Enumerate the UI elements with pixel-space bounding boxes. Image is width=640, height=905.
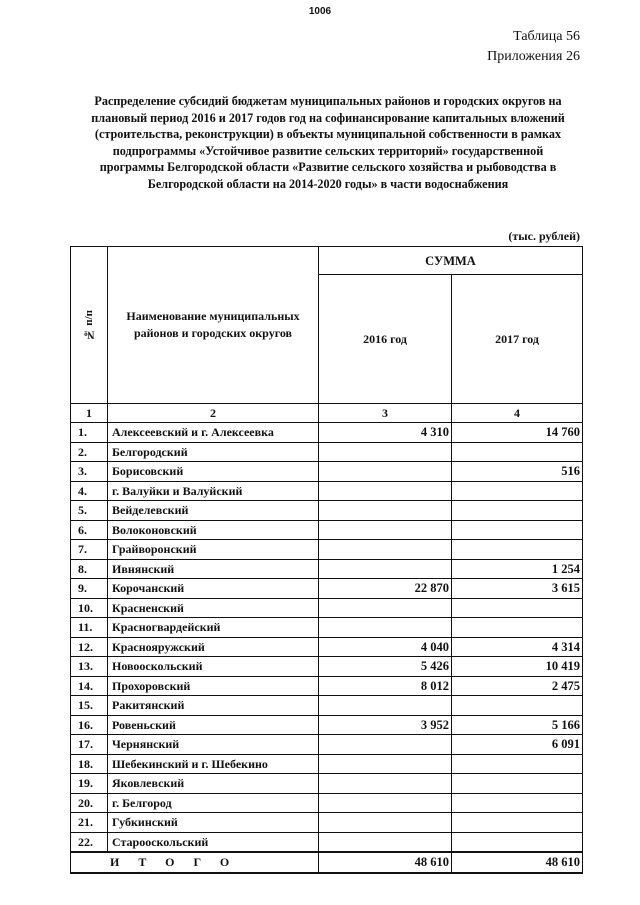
value-2017: 14 760 xyxy=(452,423,583,443)
total-2016: 48 610 xyxy=(319,852,452,873)
district-name: Ивнянский xyxy=(108,559,319,579)
row-number: 21. xyxy=(71,813,108,833)
header-year-2017: 2017 год xyxy=(452,275,583,404)
value-2017: 6 091 xyxy=(452,735,583,755)
table-row xyxy=(71,735,583,755)
district-name: Шебекинский и г. Шебекино xyxy=(108,754,319,774)
table-row xyxy=(71,598,583,618)
table-row xyxy=(71,540,583,560)
table-row xyxy=(71,520,583,540)
column-numbers-row xyxy=(71,404,583,423)
caption-appendix: Приложения 26 xyxy=(487,49,580,64)
value-2016 xyxy=(319,832,452,852)
district-name: Волоконовский xyxy=(108,520,319,540)
total-row xyxy=(71,852,583,873)
value-2017: 4 314 xyxy=(452,637,583,657)
district-name: Краснояружский xyxy=(108,637,319,657)
row-number: 10. xyxy=(71,598,108,618)
header-name-cell xyxy=(108,247,319,404)
value-2016 xyxy=(319,754,452,774)
district-name: Чернянский xyxy=(108,735,319,755)
value-2016 xyxy=(319,520,452,540)
value-2016 xyxy=(319,735,452,755)
district-name: Яковлевский xyxy=(108,774,319,794)
row-number: 19. xyxy=(71,774,108,794)
table-row xyxy=(71,696,583,716)
district-name: Новооскольский xyxy=(108,657,319,677)
row-number: 7. xyxy=(71,540,108,560)
district-name: г. Белгород xyxy=(108,793,319,813)
value-2017 xyxy=(452,696,583,716)
column-number: 4 xyxy=(452,404,583,423)
row-number: 15. xyxy=(71,696,108,716)
caption-table-number: Таблица 56 xyxy=(513,29,580,44)
value-2016 xyxy=(319,774,452,794)
total-2017: 48 610 xyxy=(452,852,583,873)
value-2016 xyxy=(319,501,452,521)
district-name: Борисовский xyxy=(108,462,319,482)
district-name: г. Валуйки и Валуйский xyxy=(108,481,319,501)
title-line: Распределение субсидий бюджетам муниципальных районов и городских округов на xyxy=(94,94,562,108)
column-number: 3 xyxy=(319,404,452,423)
value-2017 xyxy=(452,540,583,560)
column-number: 1 xyxy=(71,404,108,423)
value-2016 xyxy=(319,696,452,716)
table-row xyxy=(71,559,583,579)
header-name-line: Наименование муниципальных xyxy=(126,309,300,323)
value-2017 xyxy=(452,520,583,540)
header-name-line: районов и городских округов xyxy=(133,326,293,340)
value-2017 xyxy=(452,598,583,618)
table-row xyxy=(71,657,583,677)
title-line: подпрограммы «Устойчивое развитие сельских территорий» государственной xyxy=(112,143,544,158)
page-number: 1006 xyxy=(308,6,332,17)
district-name: Ракитянский xyxy=(108,696,319,716)
value-2016 xyxy=(319,540,452,560)
subsidy-table xyxy=(70,246,583,874)
row-number: 8. xyxy=(71,559,108,579)
row-number: 13. xyxy=(71,657,108,677)
value-2016 xyxy=(319,559,452,579)
value-2016: 8 012 xyxy=(319,676,452,696)
value-2017 xyxy=(452,442,583,462)
district-name: Белгородский xyxy=(108,442,319,462)
table-row xyxy=(71,832,583,852)
table-row xyxy=(71,481,583,501)
table-row xyxy=(71,501,583,521)
title-line: программы Белгородской области «Развитие сельского хозяйства и рыбоводства в xyxy=(99,160,557,175)
table-row xyxy=(71,715,583,735)
table-row xyxy=(71,618,583,638)
title-line: (строительства, реконструкции) в объекты муниципальной собственности в рамках xyxy=(94,127,562,142)
value-2017: 10 419 xyxy=(452,657,583,677)
header-sum: СУММА xyxy=(319,247,583,275)
table-row xyxy=(71,423,583,443)
value-2016 xyxy=(319,618,452,638)
table-row xyxy=(71,676,583,696)
row-number: 17. xyxy=(71,735,108,755)
header-num: № п/п xyxy=(83,309,95,341)
value-2016: 5 426 xyxy=(319,657,452,677)
row-number: 18. xyxy=(71,754,108,774)
value-2016 xyxy=(319,462,452,482)
value-2016: 4 040 xyxy=(319,637,452,657)
district-name: Грайворонский xyxy=(108,540,319,560)
value-2016: 3 952 xyxy=(319,715,452,735)
value-2017: 3 615 xyxy=(452,579,583,599)
district-name: Корочанский xyxy=(108,579,319,599)
district-name: Старооскольский xyxy=(108,832,319,852)
row-number: 20. xyxy=(71,793,108,813)
table-row xyxy=(71,637,583,657)
header-year-2016: 2016 год xyxy=(319,275,452,404)
row-number: 9. xyxy=(71,579,108,599)
district-name: Красногвардейский xyxy=(108,618,319,638)
table-row xyxy=(71,774,583,794)
district-name: Ровеньский xyxy=(108,715,319,735)
value-2017 xyxy=(452,501,583,521)
header-row xyxy=(71,247,583,275)
row-number: 2. xyxy=(71,442,108,462)
total-label: ИТОГО xyxy=(71,852,319,873)
row-number: 16. xyxy=(71,715,108,735)
value-2017 xyxy=(452,793,583,813)
value-2016 xyxy=(319,481,452,501)
value-2016 xyxy=(319,598,452,618)
table-row xyxy=(71,754,583,774)
district-name: Прохоровский xyxy=(108,676,319,696)
value-2017 xyxy=(452,754,583,774)
district-name: Вейделевский xyxy=(108,501,319,521)
row-number: 1. xyxy=(71,423,108,443)
units-label: (тыс. рублей) xyxy=(508,229,580,243)
row-number: 3. xyxy=(71,462,108,482)
district-name: Красненский xyxy=(108,598,319,618)
header-num-cell xyxy=(71,247,108,404)
value-2017 xyxy=(452,618,583,638)
district-name: Алексеевский и г. Алексеевка xyxy=(108,423,319,443)
row-number: 12. xyxy=(71,637,108,657)
table-row xyxy=(71,579,583,599)
row-number: 11. xyxy=(71,618,108,638)
value-2017: 516 xyxy=(452,462,583,482)
value-2016 xyxy=(319,442,452,462)
row-number: 6. xyxy=(71,520,108,540)
table-row xyxy=(71,793,583,813)
column-number: 2 xyxy=(108,404,319,423)
table-row xyxy=(71,813,583,833)
value-2017: 2 475 xyxy=(452,676,583,696)
value-2017: 1 254 xyxy=(452,559,583,579)
value-2016 xyxy=(319,813,452,833)
value-2016: 4 310 xyxy=(319,423,452,443)
value-2017 xyxy=(452,813,583,833)
value-2017: 5 166 xyxy=(452,715,583,735)
table-row xyxy=(71,442,583,462)
value-2016: 22 870 xyxy=(319,579,452,599)
title-line: Белгородской области на 2014-2020 годы» в части водоснабжения xyxy=(147,176,509,191)
document-title xyxy=(78,93,578,193)
title-line: плановый период 2016 и 2017 годов год на софинансирование капитальных вложений xyxy=(91,110,565,125)
row-number: 4. xyxy=(71,481,108,501)
value-2016 xyxy=(319,793,452,813)
row-number: 5. xyxy=(71,501,108,521)
district-name: Губкинский xyxy=(108,813,319,833)
table-row xyxy=(71,462,583,482)
row-number: 14. xyxy=(71,676,108,696)
value-2017 xyxy=(452,481,583,501)
value-2017 xyxy=(452,832,583,852)
value-2017 xyxy=(452,774,583,794)
row-number: 22. xyxy=(71,832,108,852)
